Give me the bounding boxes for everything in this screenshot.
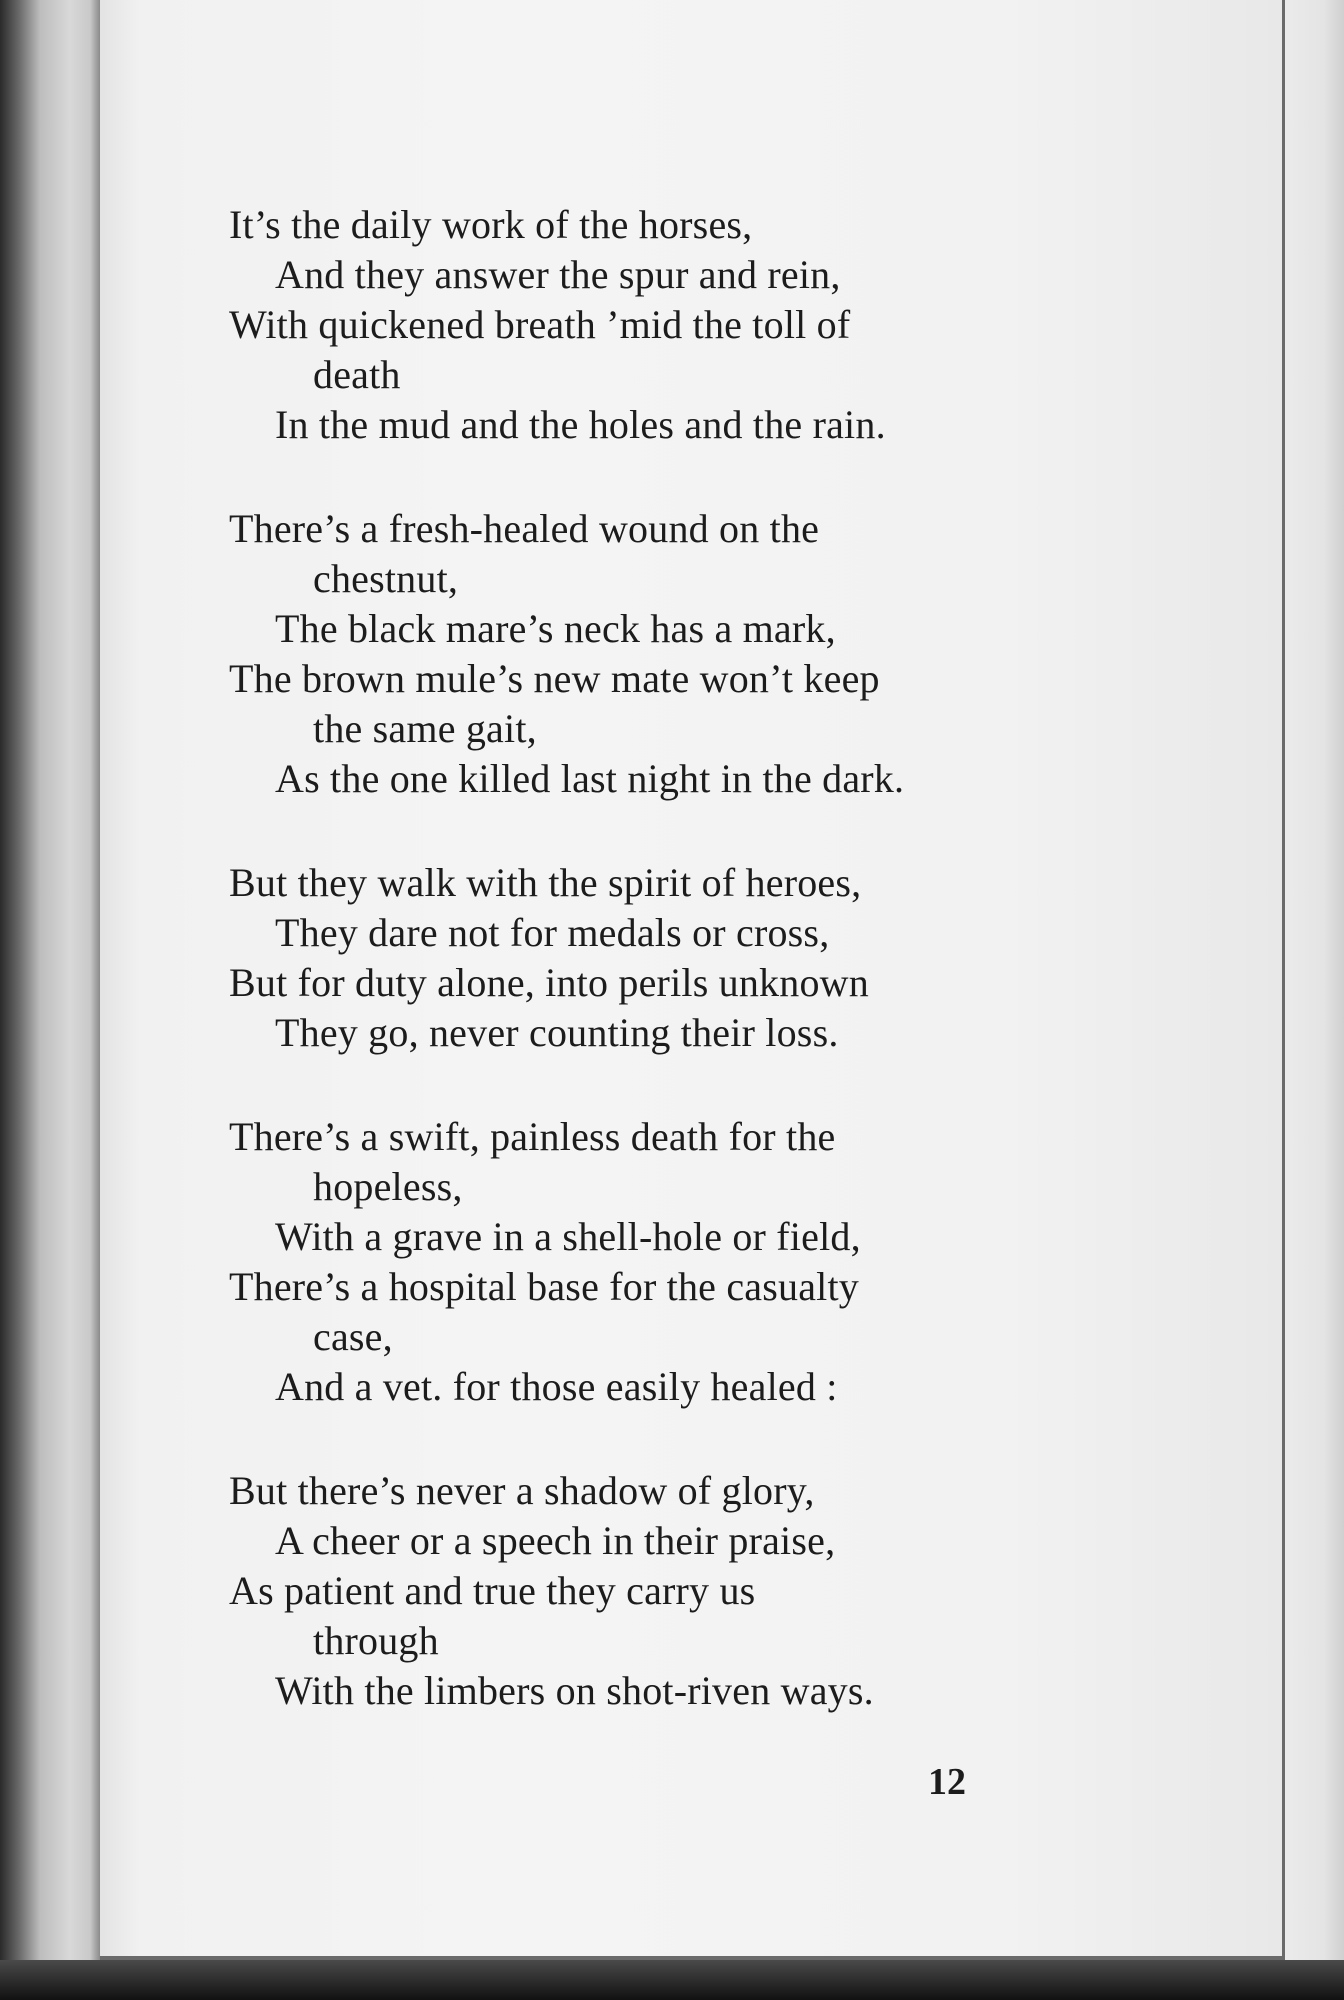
- poem-line: hopeless,: [313, 1164, 463, 1209]
- poem-line: There’s a hospital base for the casualty: [229, 1264, 859, 1309]
- poem-line: The black mare’s neck has a mark,: [275, 606, 836, 651]
- poem-line: But they walk with the spirit of heroes,: [229, 860, 862, 905]
- poem-line: There’s a swift, painless death for the: [229, 1114, 836, 1159]
- stanza: [225, 1466, 1105, 1716]
- poem-line: The brown mule’s new mate won’t keep: [229, 656, 880, 701]
- poem-line: through: [313, 1618, 439, 1663]
- poem-line: the same gait,: [313, 706, 537, 751]
- stanza: [225, 200, 1105, 450]
- page-bottom-shadow: [0, 1960, 1344, 2000]
- poem-line: As the one killed last night in the dark.: [275, 756, 905, 801]
- poem-line: But for duty alone, into perils unknown: [229, 960, 869, 1005]
- poem-line: And a vet. for those easily healed :: [275, 1364, 838, 1409]
- poem-line: They dare not for medals or cross,: [275, 910, 830, 955]
- poem-line: chestnut,: [313, 556, 459, 601]
- poem-line: With a grave in a shell-hole or field,: [275, 1214, 861, 1259]
- page-number: 12: [928, 1761, 966, 1803]
- poem-line: death: [313, 352, 401, 397]
- book-spine: [0, 0, 110, 2000]
- stanza: [225, 858, 1105, 1058]
- poem-text: [225, 200, 1105, 1770]
- poem-line: case,: [313, 1314, 393, 1359]
- stanza: [225, 504, 1105, 804]
- stanza: [225, 1112, 1105, 1412]
- poem-line: There’s a fresh-healed wound on the: [229, 506, 820, 551]
- poem-line: With the limbers on shot-riven ways.: [275, 1668, 874, 1713]
- poem-line: In the mud and the holes and the rain.: [275, 402, 886, 447]
- poem-line: And they answer the spur and rein,: [275, 252, 841, 297]
- poem-line: It’s the daily work of the horses,: [229, 202, 753, 247]
- poem-line: A cheer or a speech in their praise,: [275, 1518, 836, 1563]
- poem-line: As patient and true they carry us: [229, 1568, 756, 1613]
- poem-line: But there’s never a shadow of glory,: [229, 1468, 815, 1513]
- poem-line: They go, never counting their loss.: [275, 1010, 839, 1055]
- poem-line: With quickened breath ’mid the toll of: [229, 302, 851, 347]
